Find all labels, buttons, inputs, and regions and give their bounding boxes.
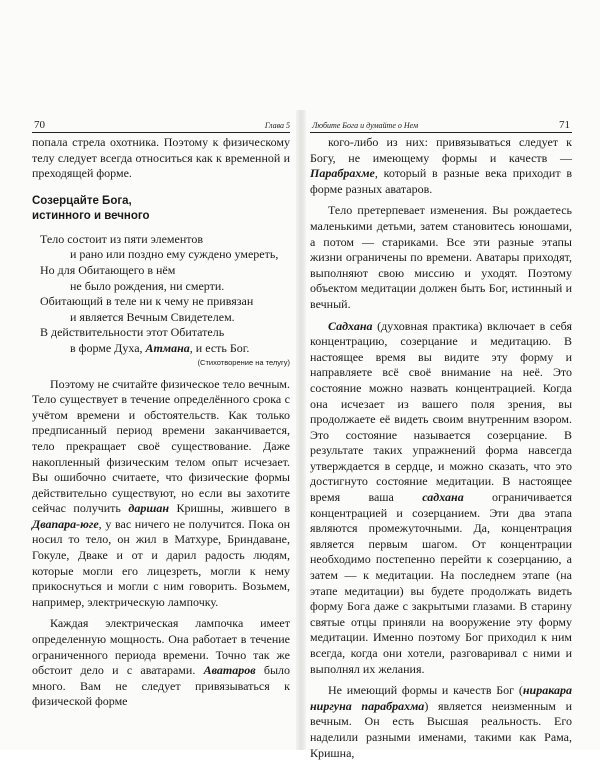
text: кого-либо из них: привязываться следует к Богу, не имеющему формы и качеств — — [310, 135, 572, 165]
poem-line: и рано или поздно ему суждено умереть, — [70, 247, 279, 262]
section-title-line-2: истинного и вечного — [32, 209, 150, 222]
section-title-line-1: Созерцайте Бога, — [32, 194, 132, 207]
text: Кришны, жившего в — [169, 501, 290, 516]
term-sadhana: садхана — [422, 490, 464, 505]
right-paragraph-1 — [310, 135, 572, 197]
text: , который в разные века приходит в форме разных аватаров. — [310, 166, 572, 196]
term-sadhana: Садхана — [328, 318, 373, 333]
left-opening-paragraph: попала стрела охотника. Поэтому к физическому телу следует всегда относиться как к временной и преходящей форме. — [32, 135, 290, 181]
text: (духовная практика) включает в себя концентрацию, созерцание и медитацию. В настоящее время вы видите эту форму и направляете всё своё внимание на неё. Это состояние можно назвать концентрацией. Когда она исчезает из вашего поля зрения, вы продолжаете её видеть своим внутренним взором. Это состояние называется созерцание. В результате таких упражнений форма навсегда утверждается в сердце, и можно сказать, что это достигнуто состояние медитации. В настоящее время ваша — [310, 318, 572, 505]
right-page-number: 71 — [559, 119, 570, 131]
poem-line: и является Вечным Свидетелем. — [70, 309, 235, 324]
right-paragraph-2: Тело претерпевает изменения. Вы рождаетесь маленькими детьми, затем становитесь юношами, а потом — стариками. Все эти разные этапы жизни ограничены по времени. Аватары приходят, выполняют свою миссию и уходят. Поэтому объектом медитации должен быть Бог, истинный и вечный. — [310, 203, 572, 311]
left-page — [32, 116, 290, 736]
poem-line: В действительности этот Обитатель — [40, 325, 225, 340]
text: Каждая электрическая лампочка имеет определенную мощность. Она работает в течение ограниченного периода времени. Точно так же обстоит дело и с аватарами. — [32, 616, 290, 678]
term-nirakara-nirguna: ниракара ниргуна парабрахма — [310, 683, 572, 713]
poem-text: в форме Духа, — [70, 340, 146, 355]
term-darshan: даршан — [128, 501, 170, 516]
left-page-header — [32, 116, 290, 133]
term-dvapara-yuga: Двапара-юге — [32, 516, 99, 531]
section-heading — [32, 194, 290, 224]
text: , у вас ничего не получится. Пока он носил то тело, он жил в Матхуре, Бриндаване, Гокуле, Дваке и от и дарил радость людям, которые могли его лицезреть, могли к нему прикоснуться и могли с ним говорить. Возьмем, например, электрическую лампочку. — [32, 516, 290, 609]
left-paragraph-3 — [32, 616, 290, 710]
term-parabrahma: Парабрахме — [310, 166, 375, 181]
term-atman: Атмана — [145, 340, 190, 355]
right-paragraph-3 — [310, 319, 572, 678]
poem-line: Тело состоит из пяти элементов — [40, 231, 204, 246]
text: Поэтому не считайте физическое тело вечным. Тело существует в течение определённого срока с учётом времени и обстоятельств. Как только предписанный период времени заканчивается, тело прекращает своё существование. Даже накопленный физическим телом опыт исчезает. Вы ошибочно считаете, что физические формы действительно существуют, но если вы захотите сейчас получить — [32, 376, 290, 516]
text: Не имеющий формы и качеств Бог ( — [328, 683, 523, 698]
poem-line: Но для Обитающего в нём — [40, 262, 176, 277]
left-running-head: Глава 5 — [264, 121, 290, 130]
term-avatars: Аватаров — [203, 663, 256, 678]
book-gutter — [296, 110, 306, 750]
right-page-header — [310, 116, 572, 133]
left-paragraph-2 — [32, 377, 290, 611]
left-page-number: 70 — [34, 119, 45, 131]
text: ограничивается концентрацией и созерцанием. Эти два этапа являются промежуточными. Да, концентрация является первым шагом. От концентрации необходимо постепенно перейти к созерцанию, а затем — к медитации. На последнем этапе (на этапе медитации) вы будете продолжать видеть форму Бога даже с закрытыми глазами. В старину святые отцы приняли на вооружение эту форму медитации. Именно поэтому Бог приходил к ним всегда, когда они хотели, разговаривал с ними и выполнял их желания. — [310, 490, 572, 676]
poem — [32, 232, 290, 357]
poem-credit: (Стихотворение на телугу) — [197, 357, 290, 367]
text: было много. Вам не следует привязываться к физической форме — [32, 663, 290, 709]
poem-text: , и есть Бог. — [189, 340, 250, 355]
poem-line: не было рождения, ни смерти. — [70, 278, 225, 293]
right-running-head: Любите Бога и думайте о Нем — [312, 121, 419, 130]
poem-line-atman — [32, 341, 290, 357]
text: ) является неизменным и вечным. Он есть Высшая реальность. Его наделили разными именами, такими как Рама, Кришна, — [310, 698, 572, 760]
right-page — [310, 116, 572, 760]
right-paragraph-4 — [310, 683, 572, 761]
poem-line: Обитающий в теле ни к чему не привязан — [40, 294, 254, 309]
